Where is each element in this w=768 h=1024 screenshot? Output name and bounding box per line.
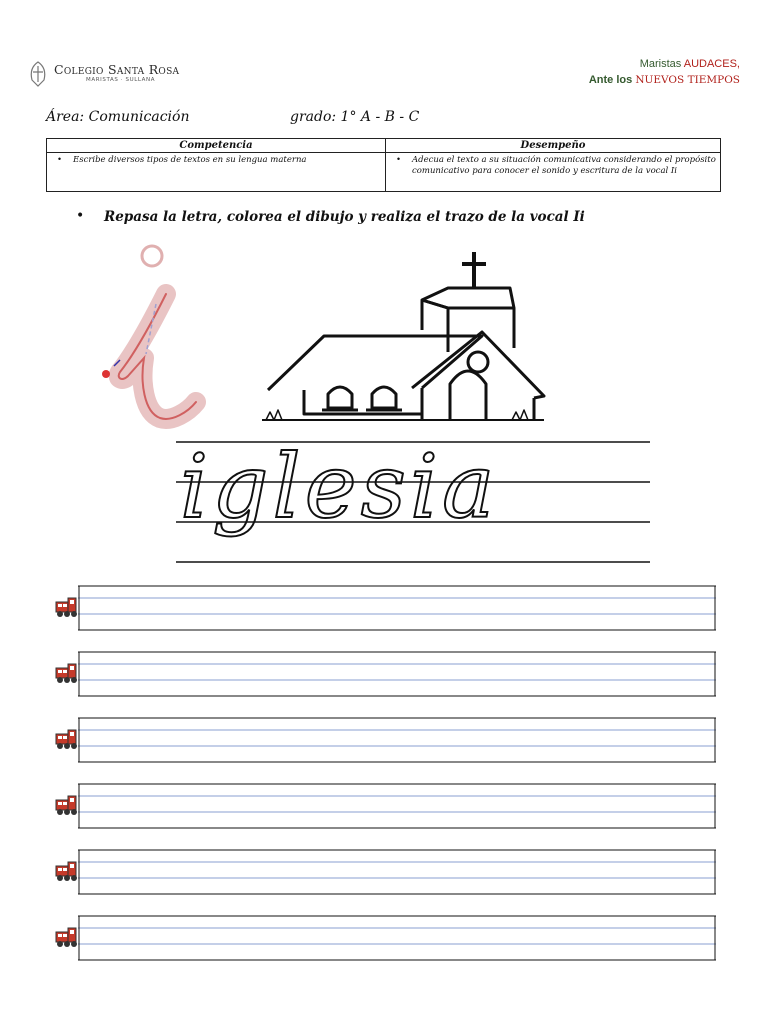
train-icon (54, 662, 80, 684)
school-crest-icon (26, 60, 50, 88)
desempeno-cell: • Adecua el texto a su situación comunicativa considerando el propósito comunicativo para conocer el sonido y escritura de la vocal Ii (386, 153, 721, 192)
train-icon (54, 794, 80, 816)
school-logo (26, 58, 216, 90)
motto (589, 56, 740, 88)
train-icon (54, 728, 80, 750)
motto-line2-accent: NUEVOS TIEMPOS (635, 74, 740, 86)
writing-lines (78, 650, 716, 698)
writing-row (54, 782, 716, 830)
writing-row (54, 650, 716, 698)
table-header-competencia: Competencia (47, 139, 386, 153)
motto-line-1 (589, 56, 740, 72)
writing-row (54, 848, 716, 896)
train-icon (54, 926, 80, 948)
competencias-table (46, 138, 721, 192)
letter-i-tracing-guide (92, 242, 242, 442)
competencia-cell: • Escribe diversos tipos de textos en su lengua materna (47, 153, 386, 192)
writing-row (54, 914, 716, 962)
area-label: Área: Comunicación (46, 109, 190, 125)
motto-line2-prefix: Ante los (588, 74, 633, 86)
school-subtitle: MARISTAS · SULLANA (86, 77, 156, 83)
train-icon (54, 596, 80, 618)
writing-lines (78, 914, 716, 962)
dotted-word: iglesia (180, 435, 499, 538)
motto-line-2 (589, 72, 740, 88)
word-tracing-area (172, 435, 652, 568)
writing-lines (78, 782, 716, 830)
train-icon (54, 860, 80, 882)
table-header-desempeno: Desempeño (386, 139, 721, 153)
instruction-bullet: • (76, 208, 85, 224)
writing-row (54, 584, 716, 632)
instruction-text: Repasa la letra, colorea el dibujo y realiza el trazo de la vocal Ii (104, 209, 585, 225)
motto-line1-accent: AUDACES, (683, 58, 740, 70)
school-name: Colegio Santa Rosa (54, 62, 180, 77)
writing-row (54, 716, 716, 764)
church-drawing (252, 248, 552, 428)
grado-label: grado: 1° A - B - C (290, 109, 420, 125)
writing-lines (78, 848, 716, 896)
writing-lines (78, 716, 716, 764)
motto-line1-prefix: Maristas (639, 58, 682, 70)
writing-lines (78, 584, 716, 632)
